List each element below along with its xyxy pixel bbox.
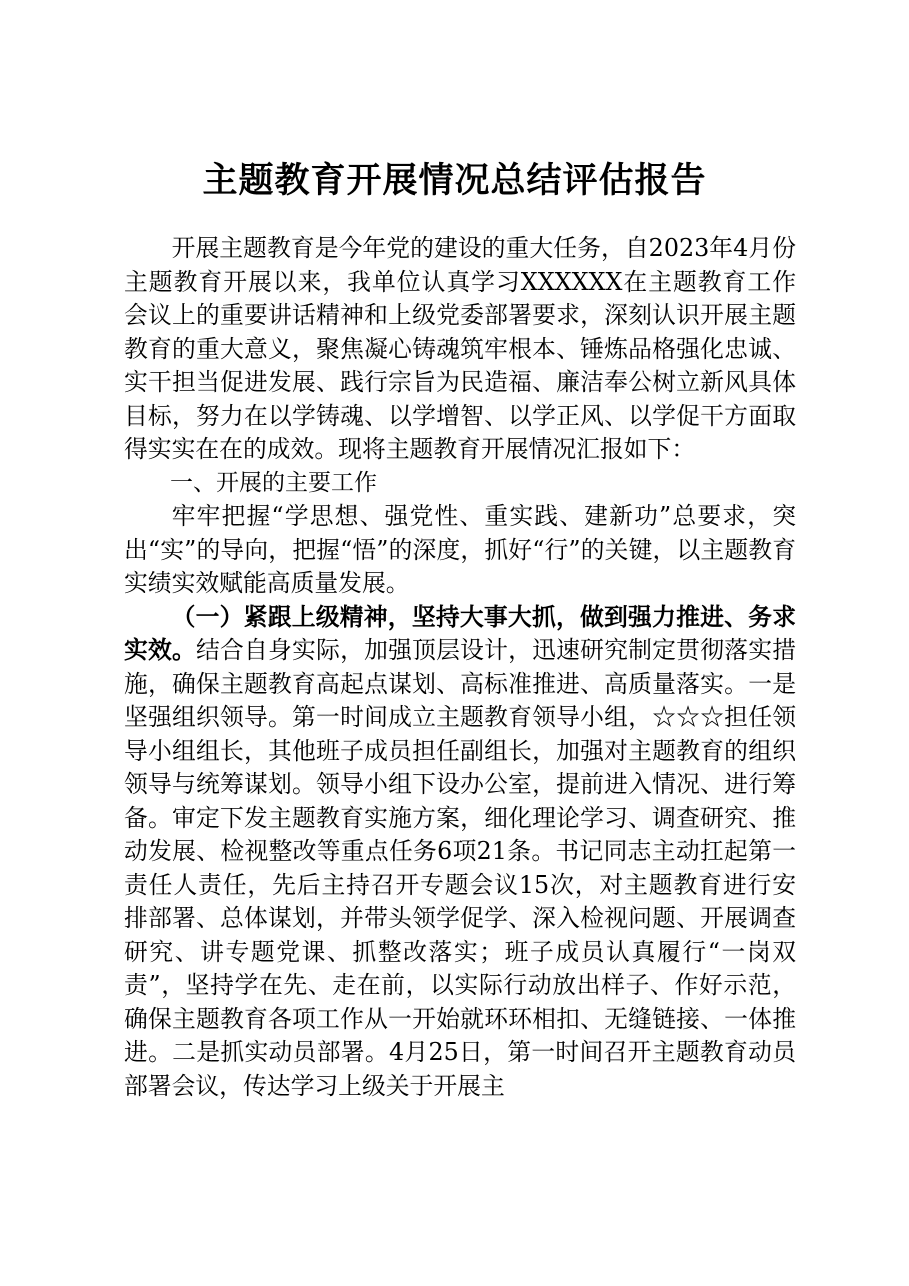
subsection-paragraph (124, 601, 796, 1104)
subsection-lead: （一）紧跟上级精神，坚持大事大抓，做到强力推进、务求实效。 (124, 602, 796, 664)
document-title: 主题教育开展情况总结评估报告 (202, 160, 707, 201)
section-paragraph: 牢牢把握“学思想、强党性、重实践、建新功”总要求，突出“实”的导向，把握“悟”的深度，抓好“行”的关键，以主题教育实绩实效赋能高质量发展。 (124, 502, 796, 597)
section-heading: 一、开展的主要工作 (170, 469, 377, 496)
intro-paragraph: 开展主题教育是今年党的建设的重大任务，自2023年4月份主题教育开展以来，我单位认真学习XXXXXX在主题教育工作会议上的重要讲话精神和上级党委部署要求，深刻认识开展主题教育的重大意义，聚焦凝心铸魂筑牢根本、锤炼品格强化忠诚、实干担当促进发展、践行宗旨为民造福、廉洁奉公树立新风具体目标，努力在以学铸魂、以学增智、以学正风、以学促干方面取得实实在在的成效。现将主题教育开展情况汇报如下： (124, 234, 796, 463)
document-body (124, 232, 796, 1103)
subsection-text: 结合自身实际，加强顶层设计，迅速研究制定贯彻落实措施，确保主题教育高起点谋划、高标准推进、高质量落实。一是坚强组织领导。第一时间成立主题教育领导小组，☆☆☆担任领导小组组长，其他班子成员担任副组长，加强对主题教育的组织领导与统筹谋划。领导小组下设办公室，提前进入情况、进行筹备。审定下发主题教育实施方案，细化理论学习、调查研究、推动发展、检视整改等重点任务6项21条。书记同志主动扛起第一责任人责任，先后主持召开专题会议15次，对主题教育进行安排部署、总体谋划，并带头领学促学、深入检视问题、开展调查研究、讲专题党课、抓整改落实；班子成员认真履行“一岗双责”，坚持学在先、走在前，以实际行动放出样子、作好示范，确保主题教育各项工作从一开始就环环相扣、无缝链接、一体推进。二是抓实动员部署。4月25日，第一时间召开主题教育动员部署会议，传达学习上级关于开展主 (124, 636, 797, 1100)
